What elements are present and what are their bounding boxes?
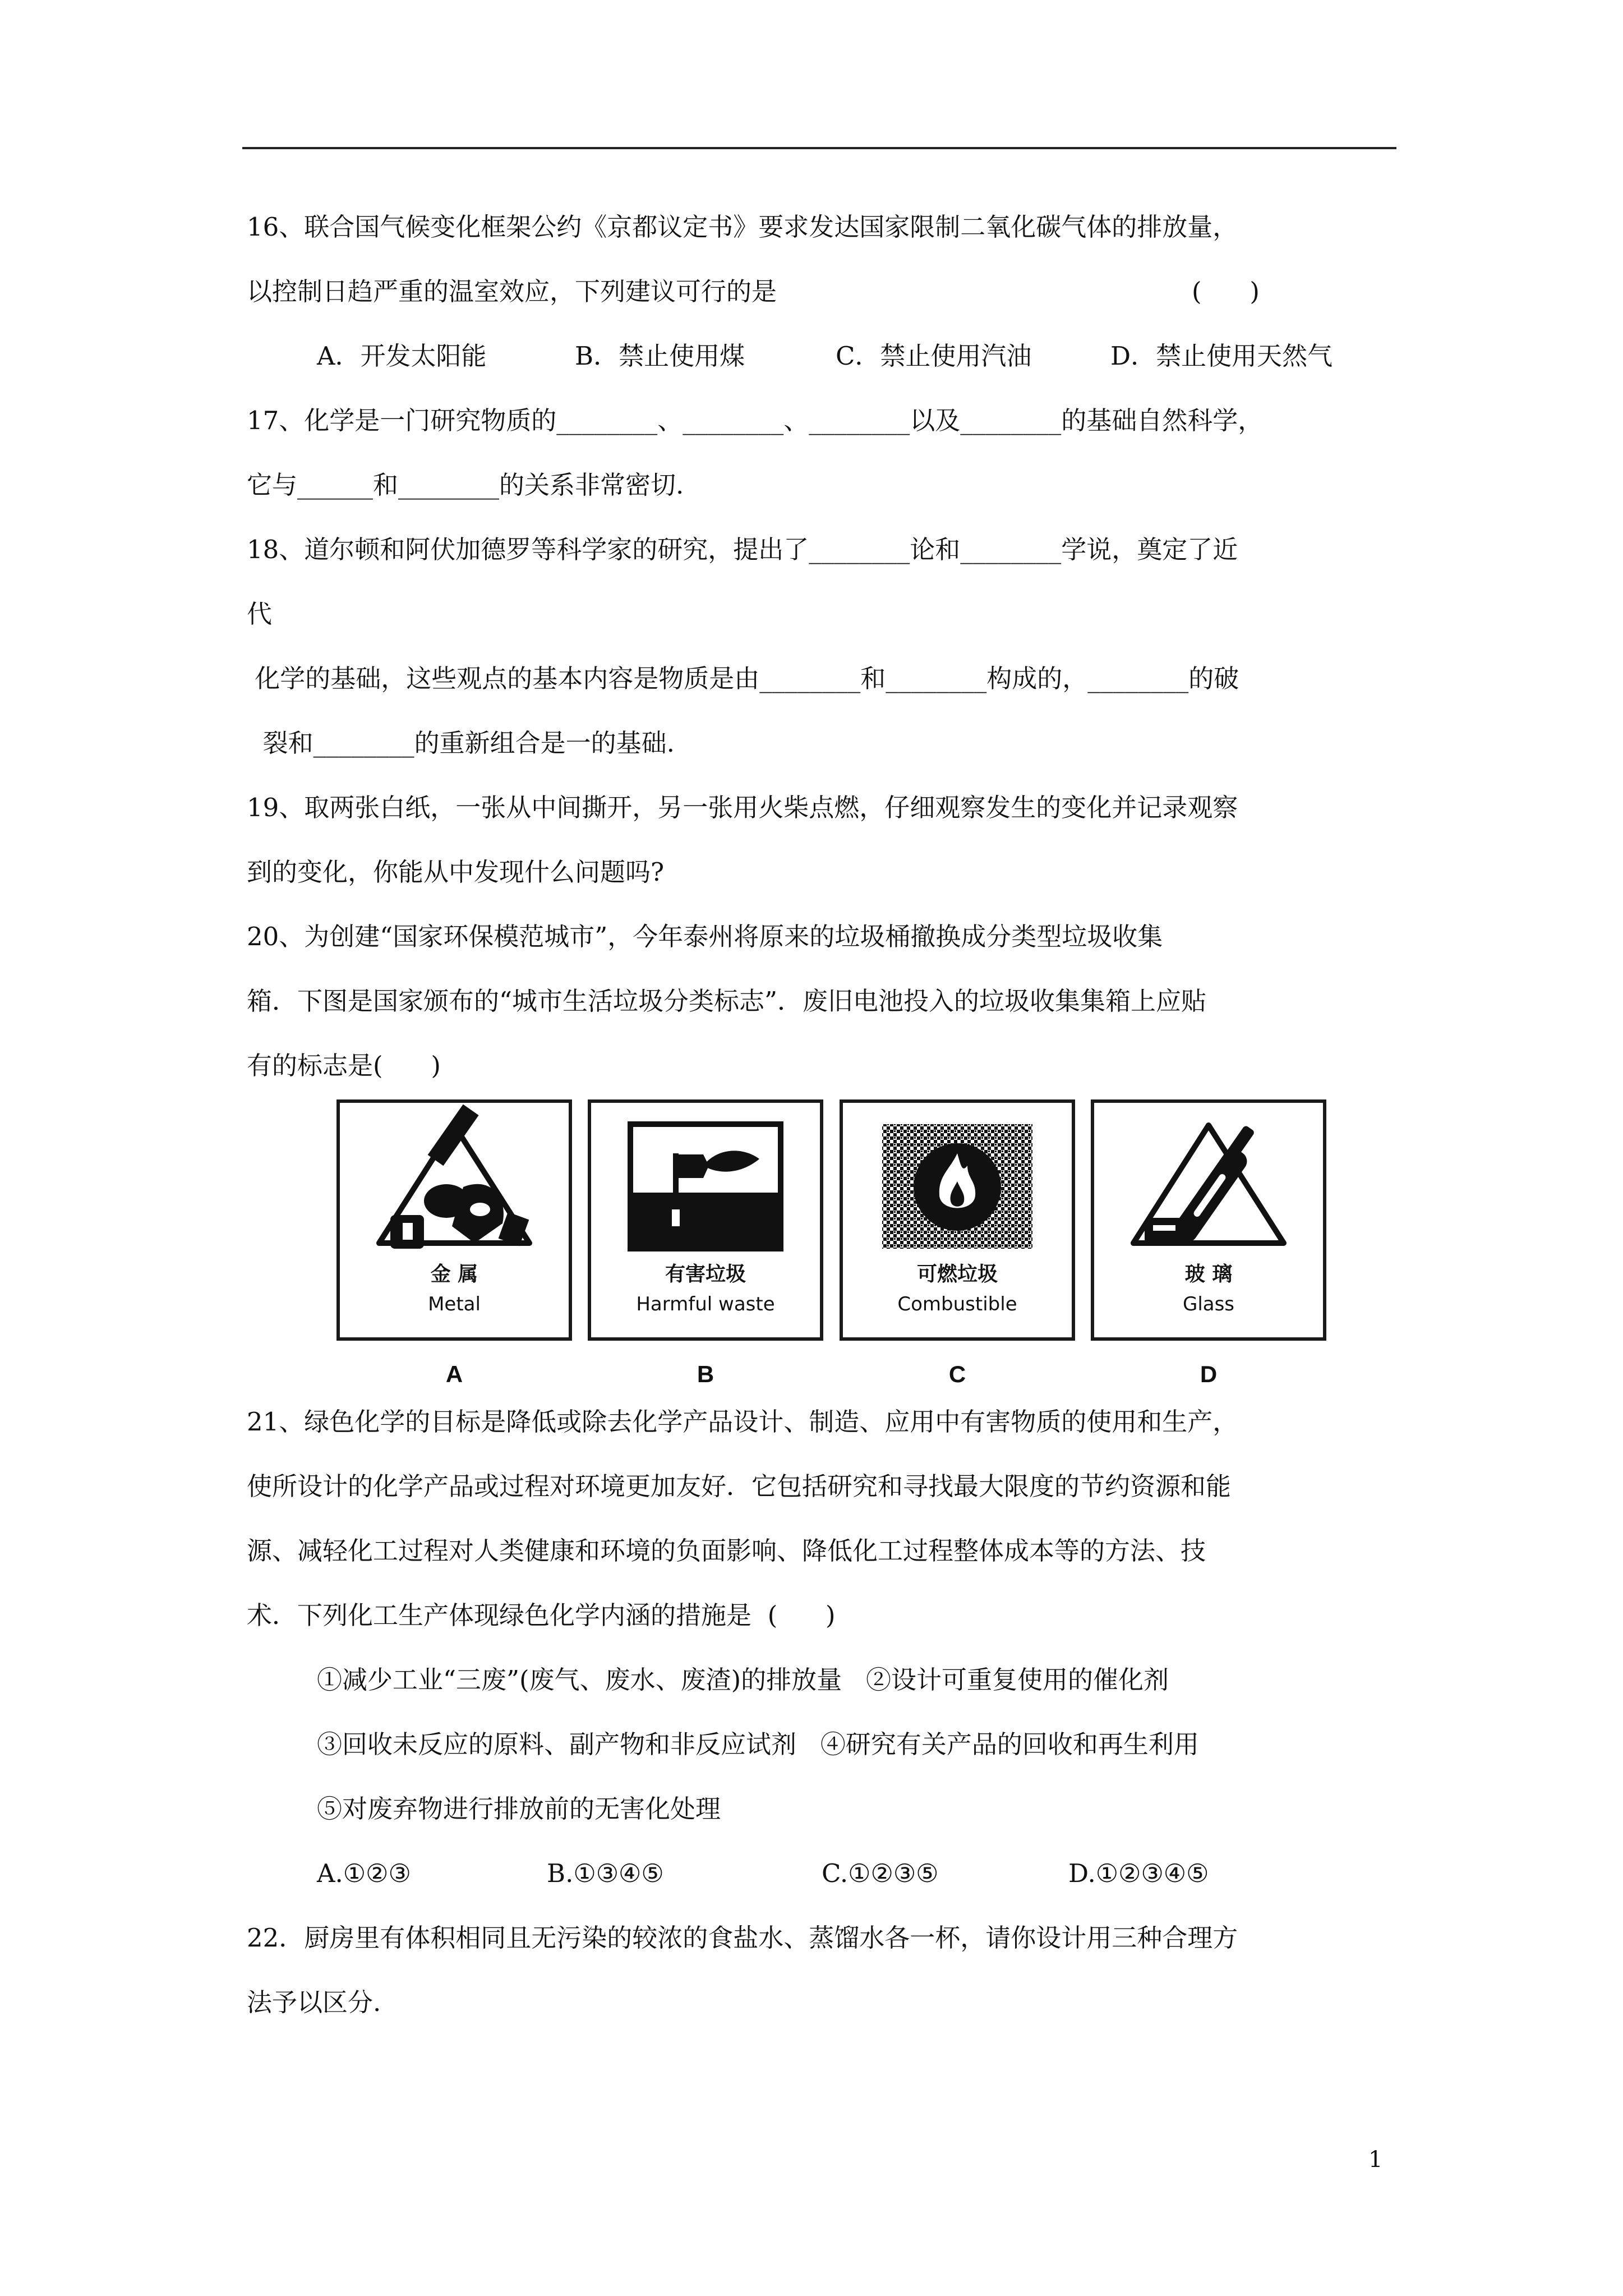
sign-metal <box>336 1099 572 1341</box>
q16-answer-paren: ( ) <box>1192 277 1260 306</box>
q18-line-2: 代 <box>247 599 273 629</box>
harmful-waste-icon <box>591 1103 820 1260</box>
page-number: 1 <box>1368 2147 1383 2173</box>
sign-combustible-en: Combustible <box>897 1293 1017 1315</box>
sign-label-a: A <box>445 1361 463 1387</box>
q20-line-2: 箱．下图是国家颁布的“城市生活垃圾分类标志”．废旧电池投入的垃圾收集集箱上应贴 <box>247 986 1207 1016</box>
q19-line-1: 19、取两张白纸，一张从中间撕开，另一张用火柴点燃，仔细观察发生的变化并记录观察 <box>247 793 1238 822</box>
sign-glass-cn: 玻 璃 <box>1184 1263 1233 1286</box>
q22-line-2: 法予以区分. <box>247 1987 381 2017</box>
q17-line-1: 17、化学是一门研究物质的________、________、________以及________的基础自然科学， <box>247 406 1264 435</box>
header-rule <box>242 147 1396 149</box>
q16-option-c: C．禁止使用汽油 <box>836 341 1032 371</box>
q21-line-2: 使所设计的化学产品或过程对环境更加友好．它包括研究和寻找最大限度的节约资源和能 <box>247 1471 1232 1501</box>
combustible-fire-icon <box>843 1103 1072 1260</box>
sign-harmful-cn: 有害垃圾 <box>665 1263 746 1286</box>
sign-combustible-cn: 可燃垃圾 <box>916 1263 998 1286</box>
sign-harmful-en: Harmful waste <box>636 1293 775 1315</box>
glass-bottle-icon <box>1094 1103 1323 1260</box>
sign-label-b: B <box>697 1361 714 1387</box>
q18-line-4: 裂和________的重新组合是一的基础. <box>247 728 675 758</box>
sign-glass <box>1091 1099 1326 1341</box>
metal-recycle-icon <box>340 1103 569 1260</box>
sign-label-c: C <box>948 1361 966 1387</box>
q16-option-d: D．禁止使用天然气 <box>1110 341 1333 371</box>
sign-harmful-waste <box>588 1099 823 1341</box>
q21-item-1: ①减少工业“三废”(废气、废水、废渣)的排放量 ②设计可重复使用的催化剂 <box>317 1665 1169 1695</box>
q16-line-2: 以控制日趋严重的温室效应，下列建议可行的是 <box>247 277 777 306</box>
q21-option-a: A.①②③ <box>317 1858 411 1888</box>
q21-option-d: D.①②③④⑤ <box>1068 1858 1209 1888</box>
q16-option-b: B．禁止使用煤 <box>575 341 745 371</box>
q21-line-1: 21、绿色化学的目标是降低或除去化学产品设计、制造、应用中有害物质的使用和生产， <box>247 1407 1238 1437</box>
q16-option-a: A．开发太阳能 <box>317 341 487 371</box>
q21-line-4: 术．下列化工生产体现绿色化学内涵的措施是 ( ) <box>247 1600 836 1630</box>
q21-line-3: 源、减轻化工过程对人类健康和环境的负面影响、降低化工过程整体成本等的方法、技 <box>247 1536 1206 1566</box>
q20-line-1: 20、为创建“国家环保模范城市”，今年泰州将原来的垃圾桶撤换成分类型垃圾收集 <box>247 922 1163 951</box>
sign-label-d: D <box>1200 1361 1218 1387</box>
sign-metal-cn: 金 属 <box>430 1263 478 1286</box>
q21-item-2: ③回收未反应的原料、副产物和非反应试剂 ④研究有关产品的回收和再生利用 <box>317 1729 1199 1759</box>
sign-glass-en: Glass <box>1182 1293 1235 1315</box>
q17-line-2: 它与______和________的关系非常密切. <box>247 470 684 500</box>
sign-combustible <box>840 1099 1075 1341</box>
q19-line-2: 到的变化，你能从中发现什么问题吗? <box>247 857 665 887</box>
sign-metal-en: Metal <box>428 1293 481 1315</box>
q22-line-1: 22．厨房里有体积相同且无污染的较浓的食盐水、蒸馏水各一杯，请你设计用三种合理方 <box>247 1923 1238 1953</box>
q20-line-3: 有的标志是( ) <box>247 1051 441 1080</box>
q21-item-3: ⑤对废弃物进行排放前的无害化处理 <box>317 1794 721 1824</box>
q18-line-1: 18、道尔顿和阿伏加德罗等科学家的研究，提出了________论和________学说，奠定了近 <box>247 535 1238 564</box>
q16-line-1: 16、联合国气候变化框架公约《京都议定书》要求发达国家限制二氧化碳气体的排放量， <box>247 212 1238 242</box>
q21-option-b: B.①③④⑤ <box>547 1858 664 1888</box>
q21-option-c: C.①②③⑤ <box>822 1858 939 1888</box>
q18-line-3: 化学的基础，这些观点的基本内容是物质是由________和________构成的，________的破 <box>247 664 1239 693</box>
